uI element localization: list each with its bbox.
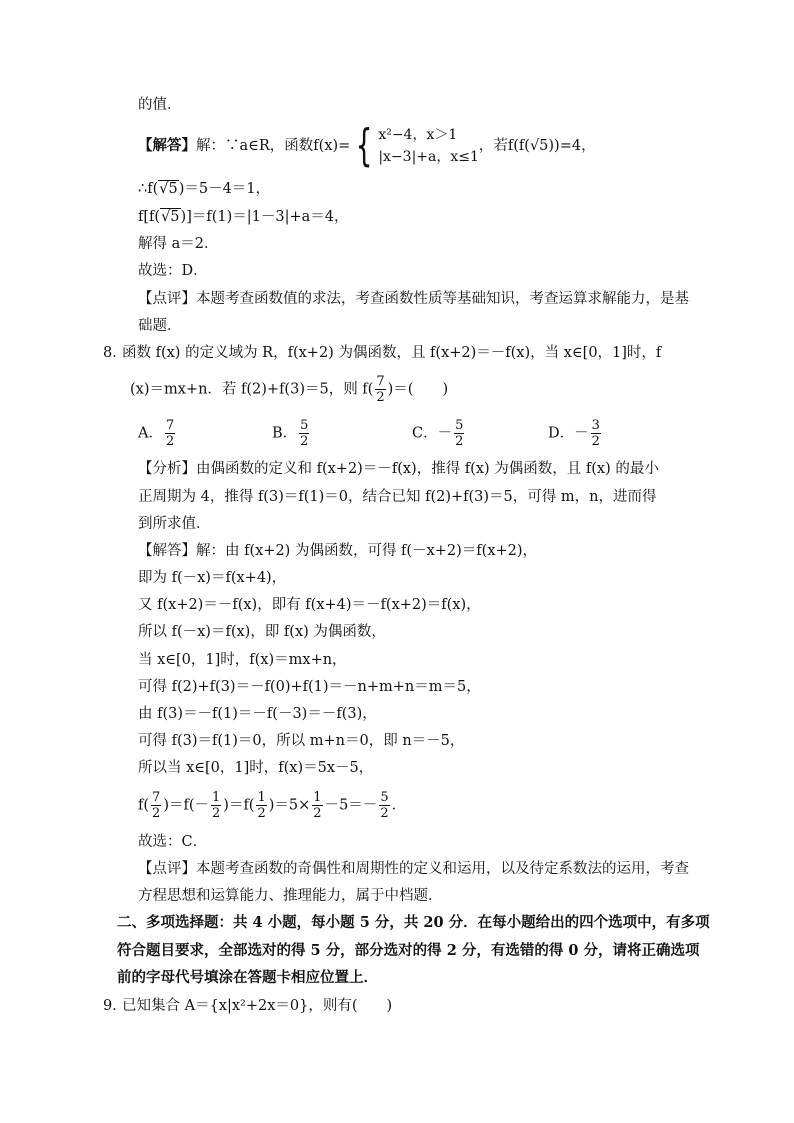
piecewise-cases bbox=[378, 124, 479, 168]
s10-e: －5＝－ bbox=[324, 797, 378, 814]
opt-frac bbox=[454, 418, 464, 449]
q7-choice: 故选：D． bbox=[138, 263, 208, 279]
opt-frac bbox=[299, 418, 309, 449]
q8-solution-10 bbox=[138, 790, 406, 821]
step2-c: )＝5－4＝1， bbox=[178, 181, 271, 197]
sqrt5 bbox=[160, 206, 180, 228]
q9-stem: 已知集合 A＝{x|x²+2x＝0}，则有( ) bbox=[122, 998, 393, 1014]
prev-question-tail: 的值． bbox=[138, 97, 182, 113]
left-brace: { bbox=[355, 120, 373, 171]
frac-num: 7 bbox=[152, 790, 161, 805]
opt-label: B． bbox=[272, 425, 298, 442]
frac-den: 2 bbox=[376, 390, 385, 405]
option-a[interactable] bbox=[138, 418, 177, 449]
q7-step-4: 解得 a＝2． bbox=[138, 236, 219, 252]
answer-label: 【解答】 bbox=[138, 137, 196, 154]
frac-den: 2 bbox=[300, 434, 309, 449]
frac-den: 2 bbox=[380, 806, 389, 821]
q8-review-1: 【点评】本题考查函数的奇偶性和周期性的定义和运用，以及待定系数法的运用，考查 bbox=[138, 861, 689, 877]
q8-review-2: 方程思想和运算能力、推理能力，属于中档题． bbox=[138, 888, 443, 904]
frac-1-2 bbox=[256, 790, 266, 821]
frac-den: 2 bbox=[152, 806, 161, 821]
q8-analysis-1: 【分析】由偶函数的定义和 f(x+2)＝－f(x)，推得 f(x) 为偶函数，且 f(x) 的最小 bbox=[138, 461, 659, 477]
q9-number: 9． bbox=[103, 998, 127, 1014]
frac-den: 2 bbox=[591, 434, 600, 449]
s10-b: )＝f(－ bbox=[163, 797, 209, 814]
stem2-a: (x)＝mx+n．若 f(2)+f(3)＝5，则 f( bbox=[130, 381, 374, 398]
s10-c: )＝f( bbox=[223, 797, 255, 814]
opt-frac bbox=[591, 418, 601, 449]
frac-5-2 bbox=[379, 790, 389, 821]
stem2-b: )＝( ) bbox=[387, 381, 449, 398]
opt-label: C．－ bbox=[412, 425, 453, 442]
q8-analysis-3: 到所求值． bbox=[138, 516, 211, 532]
s10-a: f( bbox=[138, 797, 150, 814]
frac-num: 1 bbox=[257, 790, 266, 805]
q8-analysis-2: 正周期为 4，推得 f(3)＝f(1)＝0，结合已知 f(2)+f(3)＝5，可得 m，n，进而得 bbox=[138, 489, 657, 505]
opt-label: D．－ bbox=[548, 425, 589, 442]
s10-f: ． bbox=[391, 797, 407, 814]
frac-num: 5 bbox=[300, 418, 309, 433]
answer-tail: ，若f(f(√5))=4， bbox=[478, 138, 596, 154]
frac-1-2 bbox=[211, 790, 221, 821]
frac-num: 5 bbox=[380, 790, 389, 805]
q8-solution-4: 所以 f(－x)＝f(x)，即 f(x) 为偶函数， bbox=[138, 624, 386, 640]
frac-den: 2 bbox=[257, 806, 266, 821]
q7-answer-line1 bbox=[138, 120, 596, 171]
q7-step-2 bbox=[138, 178, 270, 200]
frac-den: 2 bbox=[313, 806, 322, 821]
q8-solution-3: 又 f(x+2)＝－f(x)，即有 f(x+4)＝－f(x+2)＝f(x)， bbox=[138, 597, 481, 613]
option-b[interactable] bbox=[272, 418, 311, 449]
q7-review-2: 础题． bbox=[138, 318, 182, 334]
step3-c: )]＝f(1)＝|1－3|+a＝4， bbox=[180, 209, 349, 225]
case-1: x²−4，x＞1 bbox=[378, 127, 458, 143]
q8-solution-6: 可得 f(2)+f(3)＝－f(0)+f(1)＝－n+m+n＝m＝5， bbox=[138, 679, 481, 695]
q8-solution-8: 可得 f(3)＝f(1)＝0，所以 m+n＝0，即 n＝－5， bbox=[138, 733, 465, 749]
frac-num: 1 bbox=[212, 790, 221, 805]
option-d[interactable] bbox=[548, 418, 603, 449]
q7-step-3 bbox=[138, 206, 349, 228]
frac-den: 2 bbox=[455, 434, 464, 449]
section2-line1: 二、多项选择题：共 4 小题，每小题 5 分，共 20 分．在每小题给出的四个选项中，有多项 bbox=[117, 914, 710, 931]
frac-num: 3 bbox=[591, 418, 600, 433]
sqrt5-text: √5 bbox=[161, 209, 180, 225]
q8-stem-1: 函数 f(x) 的定义域为 R，f(x+2) 为偶函数，且 f(x+2)＝－f(x)，当 x∈[0，1]时，f bbox=[122, 345, 662, 361]
q8-solution-5: 当 x∈[0，1]时，f(x)＝mx+n， bbox=[138, 652, 347, 668]
q8-solution-2: 即为 f(－x)＝f(x+4)， bbox=[138, 570, 287, 586]
q8-number: 8． bbox=[103, 345, 127, 361]
step3-a: f[f( bbox=[138, 209, 161, 225]
q8-solution-9: 所以当 x∈[0，1]时，f(x)＝5x－5， bbox=[138, 760, 374, 776]
section2-line3: 前的字母代号填涂在答题卡相应位置上． bbox=[117, 969, 378, 986]
s10-d: )＝5× bbox=[268, 797, 311, 814]
frac-num: 1 bbox=[313, 790, 322, 805]
frac-7-2 bbox=[151, 790, 161, 821]
frac-num: 7 bbox=[165, 418, 175, 433]
opt-frac bbox=[165, 418, 175, 449]
frac-den: 2 bbox=[212, 806, 221, 821]
q8-solution-1: 【解答】解：由 f(x+2) 为偶函数，可得 f(－x+2)＝f(x+2)， bbox=[138, 543, 538, 559]
frac-den: 2 bbox=[165, 434, 175, 449]
frac-7-2 bbox=[375, 374, 385, 405]
opt-label: A． bbox=[138, 425, 163, 442]
q8-choice: 故选：C． bbox=[138, 834, 208, 850]
answer-intro: 解：∵a∈R，函数f(x)= bbox=[196, 138, 351, 154]
option-c[interactable] bbox=[412, 418, 466, 449]
section2-line2: 符合题目要求，全部选对的得 5 分，部分选对的得 2 分，有选错的得 0 分，请将正确选项 bbox=[117, 942, 700, 959]
sqrt5-text: √5 bbox=[159, 181, 178, 197]
q8-stem-2 bbox=[130, 374, 448, 405]
case-2: |x−3|+a，x≤1 bbox=[378, 149, 479, 165]
step2-a: ∴f( bbox=[138, 181, 159, 197]
frac-num: 5 bbox=[455, 418, 464, 433]
q7-review-1: 【点评】本题考查函数值的求法，考查函数性质等基础知识，考查运算求解能力，是基 bbox=[138, 291, 689, 307]
q8-solution-7: 由 f(3)＝－f(1)＝－f(－3)＝－f(3)， bbox=[138, 706, 377, 722]
frac-num: 7 bbox=[376, 374, 385, 389]
sqrt5 bbox=[158, 178, 178, 200]
frac-1-2 bbox=[312, 790, 322, 821]
